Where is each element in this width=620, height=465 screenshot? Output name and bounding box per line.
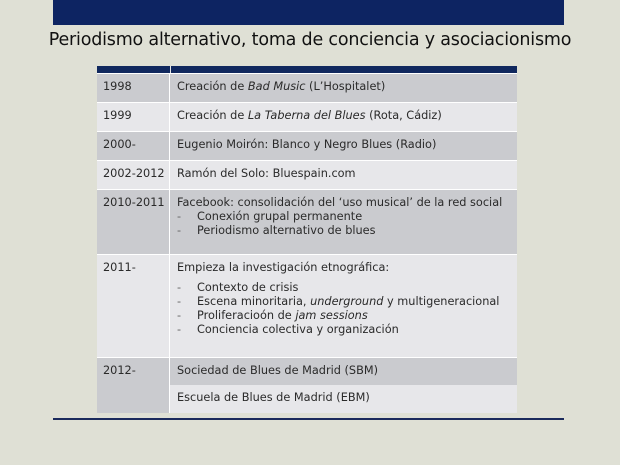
bullet-item: - Periodismo alternativo de blues <box>177 224 376 237</box>
event-cell: Eugenio Moirón: Blanco y Negro Blues (Radio) <box>177 138 437 151</box>
bullet-item: - Contexto de crisis <box>177 281 299 294</box>
timeline-table <box>97 66 517 413</box>
table-row <box>97 254 517 357</box>
event-cell: Facebook: consolidación del ‘uso musical’ de la red social - Conexión grupal permanente - Periodismo alternativo de blues <box>170 190 517 254</box>
year-cell: 2012- <box>97 358 170 413</box>
year-cell: 2011- <box>97 255 170 357</box>
table-row <box>97 131 517 160</box>
year-cell: 2010-2011 <box>97 190 170 254</box>
event-cell: Creación de Bad Music (L’Hospitalet) <box>177 80 386 93</box>
table-row <box>97 102 517 131</box>
footer-divider <box>53 418 564 420</box>
year-cell: 2002-2012 <box>97 161 170 189</box>
table-row <box>97 357 517 413</box>
table-header <box>97 66 517 73</box>
event-cell: Sociedad de Blues de Madrid (SBM) Escuela de Blues de Madrid (EBM) <box>170 358 517 413</box>
bullet-item: - Proliferacioón de jam sessions <box>177 309 368 322</box>
bullet-item: - Conciencia colectiva y organización <box>177 323 399 336</box>
table-row <box>97 73 517 102</box>
table-row <box>97 189 517 254</box>
year-cell: 2000- <box>97 132 170 160</box>
table-row <box>97 160 517 189</box>
header-bar <box>53 0 564 25</box>
slide-title: Periodismo alternativo, toma de conciencia y asociacionismo <box>48 30 572 50</box>
year-cell: 1998 <box>97 74 170 102</box>
event-cell: Creación de La Taberna del Blues (Rota, Cádiz) <box>177 109 442 122</box>
bullet-item: - Conexión grupal permanente <box>177 210 363 223</box>
year-cell: 1999 <box>97 103 170 131</box>
event-cell: Empieza la investigación etnográfica: - Contexto de crisis - Escena minoritaria, underground y multigeneracional - Proliferacioón de jam sessions - Conciencia colectiva y organización <box>170 255 517 357</box>
bullet-item: - Escena minoritaria, underground y multigeneracional <box>177 295 500 308</box>
event-cell: Ramón del Solo: Bluespain.com <box>177 167 356 180</box>
